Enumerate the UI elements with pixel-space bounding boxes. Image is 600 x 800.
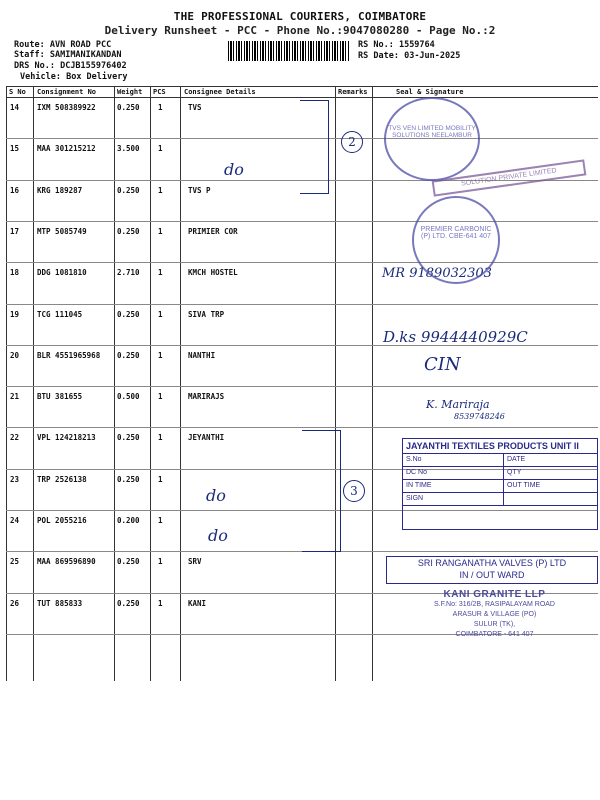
row-sno: 16 [10, 185, 20, 195]
staff-line [14, 50, 122, 60]
handwritten-phone: MR 9189032303 [382, 266, 492, 281]
row-weight: 0.200 [117, 516, 140, 525]
row-consignment-no: MAA 301215212 [37, 144, 96, 154]
row-weight: 0.250 [117, 557, 140, 567]
row-sno: 20 [10, 350, 20, 360]
srv-stamp-line2: IN / OUT WARD [459, 570, 525, 580]
row-consignee: TVS P [188, 185, 211, 195]
row-weight: 0.250 [117, 474, 140, 484]
srv-stamp-line1: SRI RANGANATHA VALVES (P) LTD [417, 558, 567, 568]
route-line [14, 40, 111, 50]
handwritten-ditto: do [208, 526, 228, 545]
row-consignee: PRIMIER COR [188, 226, 238, 236]
jayanthi-stamp-field: S.No [406, 456, 422, 463]
row-consignment-no: KRG 189287 [37, 185, 83, 195]
row-pcs: 1 [158, 598, 163, 608]
row-consignment-no: VPL 124218213 [37, 433, 96, 443]
rs-no-line [358, 40, 435, 50]
vehicle-line [20, 72, 128, 82]
row-consignee: SRV [188, 557, 202, 567]
rs-date-value: 03-Jun-2025 [404, 51, 461, 61]
jayanthi-stamp-row [403, 454, 597, 467]
row-weight: 3.500 [117, 144, 140, 154]
circled-number: 3 [343, 480, 365, 502]
row-rule [6, 262, 598, 263]
row-sno: 24 [10, 516, 20, 525]
rs-date-line [358, 51, 460, 61]
row-pcs: 1 [158, 226, 163, 236]
handwritten-name: K. Mariraja [426, 398, 490, 411]
brace-mark [300, 100, 329, 194]
row-pcs: 1 [158, 268, 163, 278]
srv-stamp [386, 556, 598, 584]
row-consignment-no: DDG 1081810 [37, 268, 87, 278]
row-sno: 21 [10, 392, 20, 402]
row-consignment-no: MTP 5085749 [37, 226, 87, 236]
jayanthi-stamp-row [403, 493, 597, 506]
handwritten-phone-2: 8539748246 [454, 412, 505, 421]
row-consignee: SIVA TRP [188, 309, 225, 319]
row-weight: 0.250 [117, 226, 140, 236]
row-consignee: JEYANTHI [188, 433, 225, 443]
brace-mark [302, 430, 341, 552]
jayanthi-stamp-field: SIGN [406, 495, 424, 502]
row-sno: 25 [10, 557, 20, 567]
row-sno: 15 [10, 144, 20, 154]
jayanthi-stamp-field: OUT TIME [503, 480, 540, 492]
row-rule [6, 386, 598, 387]
row-consignment-no: TUT 885833 [37, 598, 83, 608]
drs-line [14, 61, 127, 71]
kani-stamp-line: COIMBATORE - 641 407 [455, 631, 534, 638]
row-consignment-no: TRP 2526138 [37, 474, 87, 484]
kani-stamp [392, 590, 597, 640]
jayanthi-stamp-row [403, 467, 597, 480]
kani-stamp-line: ARASUR & VILLAGE (PO) [452, 611, 537, 618]
row-pcs: 1 [158, 392, 163, 402]
row-consignment-no: TCG 111045 [37, 309, 83, 319]
row-consignment-no: BTU 381655 [37, 392, 83, 402]
row-weight: 0.250 [117, 103, 140, 112]
row-consignment-no: POL 2055216 [37, 516, 87, 525]
jayanthi-stamp-field: IN TIME [406, 482, 432, 489]
page-title: THE PROFESSIONAL COURIERS, COIMBATORE [173, 10, 427, 23]
route-value: AVN ROAD PCC [49, 40, 112, 50]
premier-stamp-text: PREMIER CARBONIC (P) LTD. CBE-641 407 [420, 226, 492, 240]
row-sno: 18 [10, 268, 20, 278]
handwritten-ditto: do [224, 160, 244, 179]
page-subtitle: Delivery Runsheet - PCC - Phone No.:9047080280 - Page No.:2 [104, 24, 496, 37]
row-sno: 26 [10, 598, 20, 608]
jayanthi-stamp-field [503, 493, 507, 505]
row-weight: 2.710 [117, 268, 140, 278]
table-top-rule [6, 86, 598, 87]
row-sno: 23 [10, 474, 20, 484]
row-rule [6, 427, 598, 428]
col-header-pcs: PCS [153, 88, 166, 96]
row-pcs: 1 [158, 350, 163, 360]
drs-label: DRS No.: [14, 61, 55, 71]
col-header-sno: S No [9, 88, 26, 96]
row-consignment-no: MAA 869596890 [37, 557, 96, 567]
staff-value: SAMIMANIKANDAN [49, 50, 122, 60]
circled-number: 2 [341, 131, 363, 153]
row-consignee: NANTHI [188, 350, 216, 360]
handwritten-ditto: do [206, 486, 226, 505]
route-label: Route: [14, 40, 45, 50]
row-sno: 14 [10, 103, 20, 112]
row-weight: 0.500 [117, 392, 140, 402]
row-pcs: 1 [158, 309, 163, 319]
solution-stamp-text: SOLUTION PRIVATE LIMITED [460, 167, 558, 188]
col-header-weight: Weight [117, 88, 143, 96]
rs-no-label: RS No.: [358, 40, 394, 50]
row-sno: 22 [10, 433, 20, 443]
tvs-stamp-text: TVS VEN LIMITED MOBILITY SOLUTIONS NEELAMBUR [388, 125, 476, 139]
row-consignee: MARIRAJS [188, 392, 225, 402]
row-rule [6, 221, 598, 222]
vehicle-value: Box Delivery [66, 72, 128, 82]
row-pcs: 1 [158, 433, 163, 443]
premier-round-stamp [412, 196, 500, 284]
row-consignee: KMCH HOSTEL [188, 268, 238, 278]
row-weight: 0.250 [117, 185, 140, 195]
vehicle-label: Vehicle: [20, 72, 61, 82]
rs-no-value: 1559764 [398, 40, 435, 50]
jayanthi-stamp-field: DATE [503, 454, 525, 466]
row-weight: 0.250 [117, 598, 140, 608]
row-rule [6, 304, 598, 305]
col-header-consignment: Consignment No [37, 88, 97, 96]
row-weight: 0.250 [117, 309, 140, 319]
row-weight: 0.250 [117, 433, 140, 443]
row-consignment-no: IXM 508389922 [37, 103, 96, 112]
jayanthi-stamp-field: DC No [406, 469, 428, 476]
jayanthi-stamp [402, 438, 598, 530]
rs-date-label: RS Date: [358, 51, 399, 61]
jayanthi-stamp-title: JAYANTHI TEXTILES PRODUCTS UNIT II [403, 439, 597, 454]
col-header-consignee: Consignee Details [184, 88, 256, 96]
kani-stamp-line: SULUR (TK), [473, 621, 516, 628]
row-pcs: 1 [158, 516, 163, 525]
row-sno: 19 [10, 309, 20, 319]
jayanthi-stamp-field: QTY [503, 467, 521, 479]
col-header-seal: Seal & Signature [396, 88, 464, 96]
row-consignee: KANI [188, 598, 207, 608]
row-pcs: 1 [158, 144, 163, 154]
row-pcs: 1 [158, 474, 163, 484]
barcode [228, 41, 350, 61]
tvs-round-stamp [384, 97, 480, 181]
row-consignment-no: BLR 4551965968 [37, 350, 101, 360]
col-header-remarks: Remarks [338, 88, 368, 96]
table-header-rule [6, 97, 598, 98]
handwritten-note: D.ks 9944440929C [383, 328, 528, 346]
kani-stamp-line: S.F.No: 316/2B, RASIPALAYAM ROAD [434, 601, 555, 608]
row-pcs: 1 [158, 103, 163, 112]
drs-value: DCJB155976402 [60, 61, 127, 71]
row-weight: 0.250 [117, 350, 140, 360]
staff-label: Staff: [14, 50, 45, 60]
row-pcs: 1 [158, 185, 163, 195]
row-pcs: 1 [158, 557, 163, 567]
jayanthi-stamp-row [403, 480, 597, 493]
handwritten-cin: CIN [424, 354, 461, 375]
jayanthi-stamp-rows [403, 454, 597, 506]
row-sno: 17 [10, 226, 20, 236]
kani-stamp-name: KANI GRANITE LLP [443, 589, 546, 600]
row-consignee: TVS [188, 103, 202, 112]
